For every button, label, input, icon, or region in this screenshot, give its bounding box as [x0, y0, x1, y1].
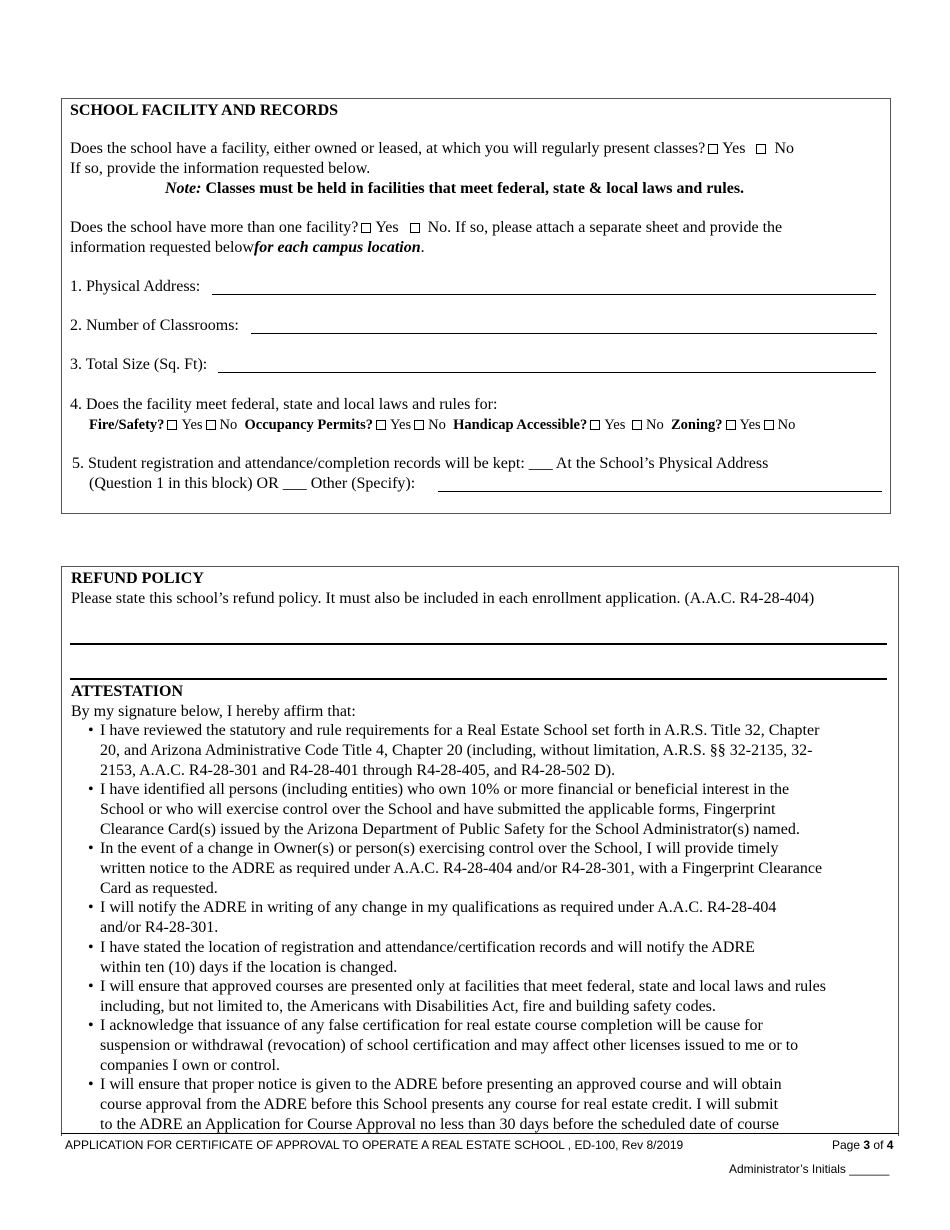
facility-note	[165, 179, 744, 199]
attestation-item: I will ensure that proper notice is given to the ADRE before presenting an approved course and will obtain	[100, 1076, 782, 1093]
facility-followup: If so, provide the information requested below.	[70, 160, 371, 177]
bullet-dot: •	[88, 939, 94, 956]
yes-label: Yes	[739, 417, 761, 433]
page-label: Page	[832, 1138, 861, 1152]
attestation-item: within ten (10) days if the location is changed.	[100, 959, 398, 976]
yes-label: Yes	[181, 417, 203, 433]
bullet-dot: •	[88, 1076, 94, 1093]
facility-no-checkbox[interactable]	[756, 144, 766, 154]
bullet-dot: •	[88, 781, 94, 798]
total-size-label: 3. Total Size (Sq. Ft):	[70, 356, 208, 373]
no-label: No	[428, 417, 446, 433]
attestation-item: Clearance Card(s) issued by the Arizona Department of Public Safety for the School Administrator(s) named.	[100, 821, 800, 838]
physical-address-label: 1. Physical Address:	[70, 278, 201, 295]
multiple-facility-question	[70, 218, 782, 238]
zoning-label: Zoning?	[670, 417, 723, 433]
occupancy-yes-checkbox[interactable]	[376, 420, 386, 430]
facility-question	[70, 139, 794, 159]
attestation-item: I acknowledge that issuance of any false certification for real estate course completion will be cause for	[100, 1017, 763, 1034]
attestation-item: 2153, A.A.C. R4-28-301 and R4-28-401 through R4-28-405, and R4-28-502 D).	[100, 762, 616, 779]
compliance-options	[89, 415, 795, 435]
multiple-question-text: Does the school have more than one facility?	[70, 219, 359, 236]
multiple-yes-checkbox[interactable]	[361, 223, 371, 233]
attestation-intro: By my signature below, I hereby affirm that:	[71, 703, 356, 720]
no-label: No	[777, 417, 796, 433]
note-text: Classes must be held in facilities that meet federal, state & local laws and rules.	[205, 180, 745, 197]
administrator-initials[interactable]: Administrator’s Initials ______	[729, 1162, 890, 1176]
attestation-item: and/or R4-28-301.	[100, 919, 219, 936]
yes-label: Yes	[722, 140, 746, 157]
no-label: No	[774, 140, 795, 157]
handicap-yes-checkbox[interactable]	[590, 420, 600, 430]
records-question-line2: (Question 1 in this block) OR ___ Other (Specify):	[89, 475, 416, 492]
bullet-dot: •	[88, 722, 94, 739]
footer-divider	[61, 1133, 899, 1134]
fire-no-checkbox[interactable]	[206, 420, 216, 430]
zoning-yes-checkbox[interactable]	[726, 420, 736, 430]
attestation-item: I have reviewed the statutory and rule requirements for a Real Estate School set forth in A.R.S. Title 32, Chapter	[100, 722, 820, 739]
attestation-item: to the ADRE an Application for Course Approval no less than 30 days before the scheduled date of course	[100, 1116, 779, 1133]
occupancy-no-checkbox[interactable]	[414, 420, 424, 430]
no-label: No	[219, 417, 238, 433]
facility-yes-checkbox[interactable]	[708, 144, 718, 154]
handicap-label: Handicap Accessible?	[453, 417, 588, 433]
fire-label: Fire/Safety?	[89, 417, 165, 433]
no-label: No	[645, 417, 664, 433]
refund-line-1[interactable]	[70, 643, 887, 645]
compliance-question: 4. Does the facility meet federal, state and local laws and rules for:	[70, 396, 498, 413]
physical-address-field[interactable]	[212, 277, 876, 295]
multiple-facility-question-line2: information requested belowfor each campus location.	[70, 239, 425, 256]
classrooms-label: 2. Number of Classrooms:	[70, 317, 239, 334]
occupancy-label: Occupancy Permits?	[244, 417, 373, 433]
attestation-item: School or who will exercise control over the School and have submitted the applicable forms, Fingerprint	[100, 801, 776, 818]
zoning-no-checkbox[interactable]	[764, 420, 774, 430]
bullet-dot: •	[88, 978, 94, 995]
footer-form-title: APPLICATION FOR CERTIFICATE OF APPROVAL TO OPERATE A REAL ESTATE SCHOOL , ED-100, Rev 8/2019	[65, 1138, 684, 1152]
page-total: 4	[886, 1138, 894, 1152]
attestation-item: Card as requested.	[100, 880, 218, 897]
attestation-item: course approval from the ADRE before this School presents any course for real estate credit. I will submit	[100, 1096, 779, 1113]
footer-page-number	[832, 1135, 893, 1155]
refund-heading: REFUND POLICY	[71, 570, 204, 587]
attestation-item: companies I own or control.	[100, 1057, 280, 1074]
total-size-field[interactable]	[218, 355, 876, 373]
multiple-question-c: information requested below	[70, 239, 254, 256]
classrooms-field[interactable]	[251, 316, 877, 334]
attestation-heading: ATTESTATION	[71, 683, 184, 700]
fire-yes-checkbox[interactable]	[167, 420, 177, 430]
yes-label: Yes	[390, 417, 412, 433]
facility-heading: SCHOOL FACILITY AND RECORDS	[70, 102, 339, 119]
records-question: 5. Student registration and attendance/completion records will be kept: ___ At the School’s Physical Address	[72, 455, 769, 472]
refund-line-2[interactable]	[70, 678, 887, 680]
bullet-dot: •	[88, 840, 94, 857]
handicap-no-checkbox[interactable]	[632, 420, 642, 430]
attestation-item: suspension or withdrawal (revocation) of school certification and may affect other licenses issued to me or to	[100, 1037, 799, 1054]
of-label: of	[873, 1138, 884, 1152]
attestation-item: In the event of a change in Owner(s) or person(s) exercising control over the School, I will provide timely	[100, 840, 779, 857]
attestation-item: including, but not limited to, the Americans with Disabilities Act, fire and building safety codes.	[100, 998, 716, 1015]
records-other-field[interactable]	[438, 474, 882, 492]
yes-label: Yes	[604, 417, 626, 433]
refund-instructions: Please state this school’s refund policy. It must also be included in each enrollment application. (A.A.C. R4-28-404)	[71, 590, 815, 607]
page-num: 3	[863, 1138, 871, 1152]
attestation-item: I have identified all persons (including entities) who own 10% or more financial or beneficial interest in the	[100, 781, 790, 798]
attestation-item: I have stated the location of registration and attendance/certification records and will notify the ADRE	[100, 939, 755, 956]
bullet-dot: •	[88, 899, 94, 916]
attestation-item: I will notify the ADRE in writing of any change in my qualifications as required under A.A.C. R4-28-404	[100, 899, 777, 916]
multiple-question-d: for each campus location	[253, 239, 421, 256]
attestation-item: written notice to the ADRE as required under A.A.C. R4-28-404 and/or R4-28-301, with a Fingerprint Clearance	[100, 860, 823, 877]
note-label: Note:	[165, 180, 202, 197]
facility-question-text: Does the school have a facility, either owned or leased, at which you will regularly present classes?	[70, 140, 706, 157]
attestation-item: 20, and Arizona Administrative Code Title 4, Chapter 20 (including, without limitation, A.R.S. §§ 32-2135, 32-	[100, 742, 813, 759]
attestation-item: I will ensure that approved courses are presented only at facilities that meet federal, state and local laws and rules	[100, 978, 826, 995]
multiple-no-checkbox[interactable]	[410, 223, 420, 233]
multiple-question-tail: No. If so, please attach a separate sheet and provide the	[427, 219, 783, 236]
yes-label: Yes	[375, 219, 399, 236]
bullet-dot: •	[88, 1017, 94, 1034]
